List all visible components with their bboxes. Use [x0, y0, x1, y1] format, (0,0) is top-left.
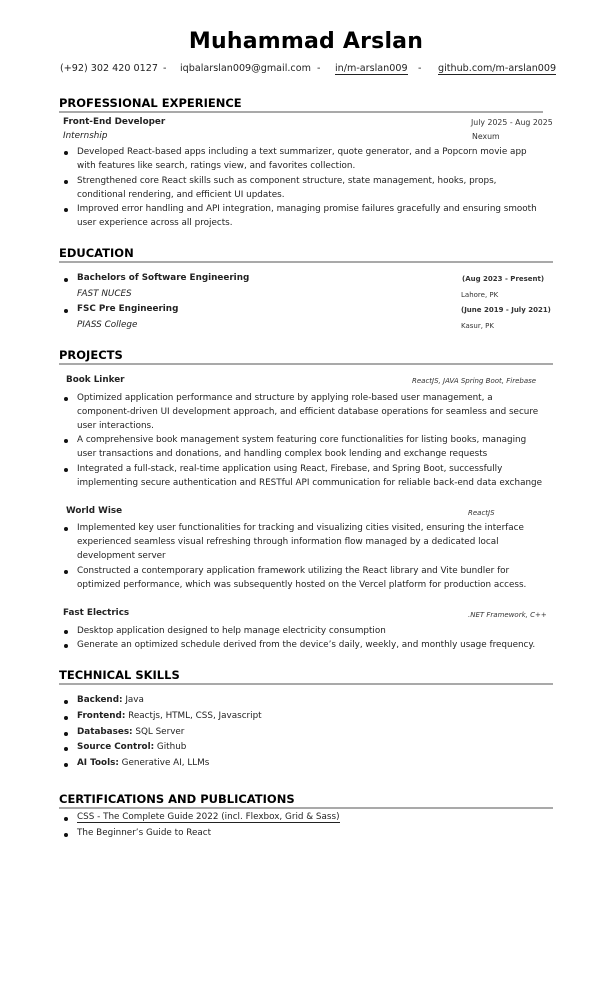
contact-separator: -	[163, 63, 167, 74]
skill-label: Backend:	[77, 695, 123, 705]
project-bullet: Generate an optimized schedule derived from the device’s daily, weekly, and monthly usage frequency.	[77, 640, 536, 650]
project-bullet: Integrated a full-stack, real-time application using React, Firebase, and Spring Boot, successfully implementing secure authentication and RESTful API communication for reliable back-end data exchange	[77, 464, 543, 489]
certification-link[interactable]: CSS - The Complete Guide 2022 (incl. Flexbox, Grid & Sass)	[77, 812, 340, 822]
education-location: Kasur, PK	[461, 322, 494, 330]
job-type: Internship	[63, 131, 108, 141]
bullet-icon	[64, 180, 68, 184]
project-bullet: A comprehensive book management system featuring core functionalities for listing books, managing user transactions and donations, and handling complex book lending and exchange requests	[77, 435, 527, 460]
bullet-icon	[64, 151, 68, 155]
skill-value: Java	[125, 695, 144, 705]
contact-separator: -	[418, 63, 422, 74]
bullet-icon	[64, 278, 68, 282]
section-divider	[59, 261, 553, 263]
project-bullet: Desktop application designed to help manage electricity consumption	[77, 626, 386, 636]
linkedin-link[interactable]: in/m-arslan009	[335, 63, 408, 74]
education-degree: Bachelors of Software Engineering	[77, 273, 250, 283]
section-title-skills: TECHNICAL SKILLS	[59, 668, 180, 682]
section-title-education: EDUCATION	[59, 246, 134, 260]
education-school: FAST NUCES	[77, 289, 132, 299]
skill-value: Reactjs, HTML, CSS, Javascript	[128, 711, 262, 721]
bullet-icon	[64, 397, 68, 401]
project-tech: ReactJS	[468, 509, 495, 517]
skill-value: SQL Server	[135, 727, 185, 737]
section-divider	[59, 111, 543, 113]
section-divider	[59, 807, 553, 809]
certification-item: The Beginner’s Guide to React	[77, 828, 212, 838]
project-tech: .NET Framework, C++	[468, 611, 547, 619]
skill-label: Source Control:	[77, 742, 155, 752]
bullet-icon	[64, 747, 68, 751]
job-bullet: Strengthened core React skills such as component structure, state management, hooks, props, conditional rendering, and efficient UI updates.	[77, 176, 497, 201]
section-title-certifications: CERTIFICATIONS AND PUBLICATIONS	[59, 792, 295, 806]
skill-value: Generative AI, LLMs	[121, 758, 210, 768]
section-divider	[59, 363, 553, 365]
bullet-icon	[64, 527, 68, 531]
skill-value: Github	[156, 742, 187, 752]
job-dates: July 2025 - Aug 2025	[471, 118, 553, 127]
contact-phone: (+92) 302 420 0127	[60, 63, 158, 74]
bullet-icon	[64, 700, 68, 704]
section-divider	[59, 683, 553, 685]
bullet-icon	[64, 644, 68, 648]
skill-label: Frontend:	[77, 711, 126, 721]
contact-email[interactable]: iqbalarslan009@gmail.com	[180, 63, 311, 74]
project-name: Book Linker	[66, 375, 125, 385]
skill-item	[77, 758, 209, 768]
project-name: Fast Electrics	[63, 608, 130, 618]
bullet-icon	[64, 309, 68, 313]
job-role: Front-End Developer	[63, 117, 166, 127]
skill-item	[77, 742, 186, 752]
skill-item	[77, 727, 184, 737]
skill-label: Databases:	[77, 727, 133, 737]
project-name: World Wise	[66, 506, 123, 516]
bullet-icon	[64, 630, 68, 634]
bullet-icon	[64, 439, 68, 443]
section-title-projects: PROJECTS	[59, 348, 123, 362]
project-tech: ReactJS, JAVA Spring Boot, Firebase	[412, 377, 537, 385]
job-company: Nexum	[472, 132, 500, 141]
section-title-experience: PROFESSIONAL EXPERIENCE	[59, 96, 242, 110]
education-school: PIASS College	[77, 320, 138, 330]
bullet-icon	[64, 833, 68, 837]
contact-separator: -	[317, 63, 321, 74]
skill-item	[77, 695, 144, 705]
job-bullet: Developed React-based apps including a text summarizer, quote generator, and a Popcorn movie app with features like search, ratings view, and favorites collection.	[77, 147, 527, 172]
project-bullet: Constructed a contemporary application framework utilizing the React library and Vite bundler for optimized performance, which was subsequently hosted on the Vercel platform for production access.	[77, 566, 527, 591]
github-link[interactable]: github.com/m-arslan009	[438, 63, 557, 74]
bullet-icon	[64, 716, 68, 720]
job-bullet: Improved error handling and API integration, managing promise failures gracefully and ensuring smooth user experience across all projects.	[77, 204, 537, 229]
bullet-icon	[64, 732, 68, 736]
skill-label: AI Tools:	[77, 758, 119, 768]
skill-item	[77, 711, 262, 721]
bullet-icon	[64, 468, 68, 472]
education-dates: (Aug 2023 - Present)	[462, 275, 545, 283]
project-bullet: Optimized application performance and structure by applying role-based user management, a component-driven UI development approach, and efficient database operations for seamless and secure user interactions.	[77, 393, 539, 432]
project-bullet: Implemented key user functionalities for tracking and visualizing cities visited, ensuring the interface experienced seamless visual refreshing through information flow managed by a dedicated local development server	[77, 523, 524, 562]
education-dates: (June 2019 - July 2021)	[461, 306, 551, 314]
bullet-icon	[64, 763, 68, 767]
bullet-icon	[64, 208, 68, 212]
bullet-icon	[64, 817, 68, 821]
bullet-icon	[64, 570, 68, 574]
resume-name: Muhammad Arslan	[188, 29, 424, 54]
education-location: Lahore, PK	[461, 291, 499, 299]
education-degree: FSC Pre Engineering	[77, 304, 179, 314]
